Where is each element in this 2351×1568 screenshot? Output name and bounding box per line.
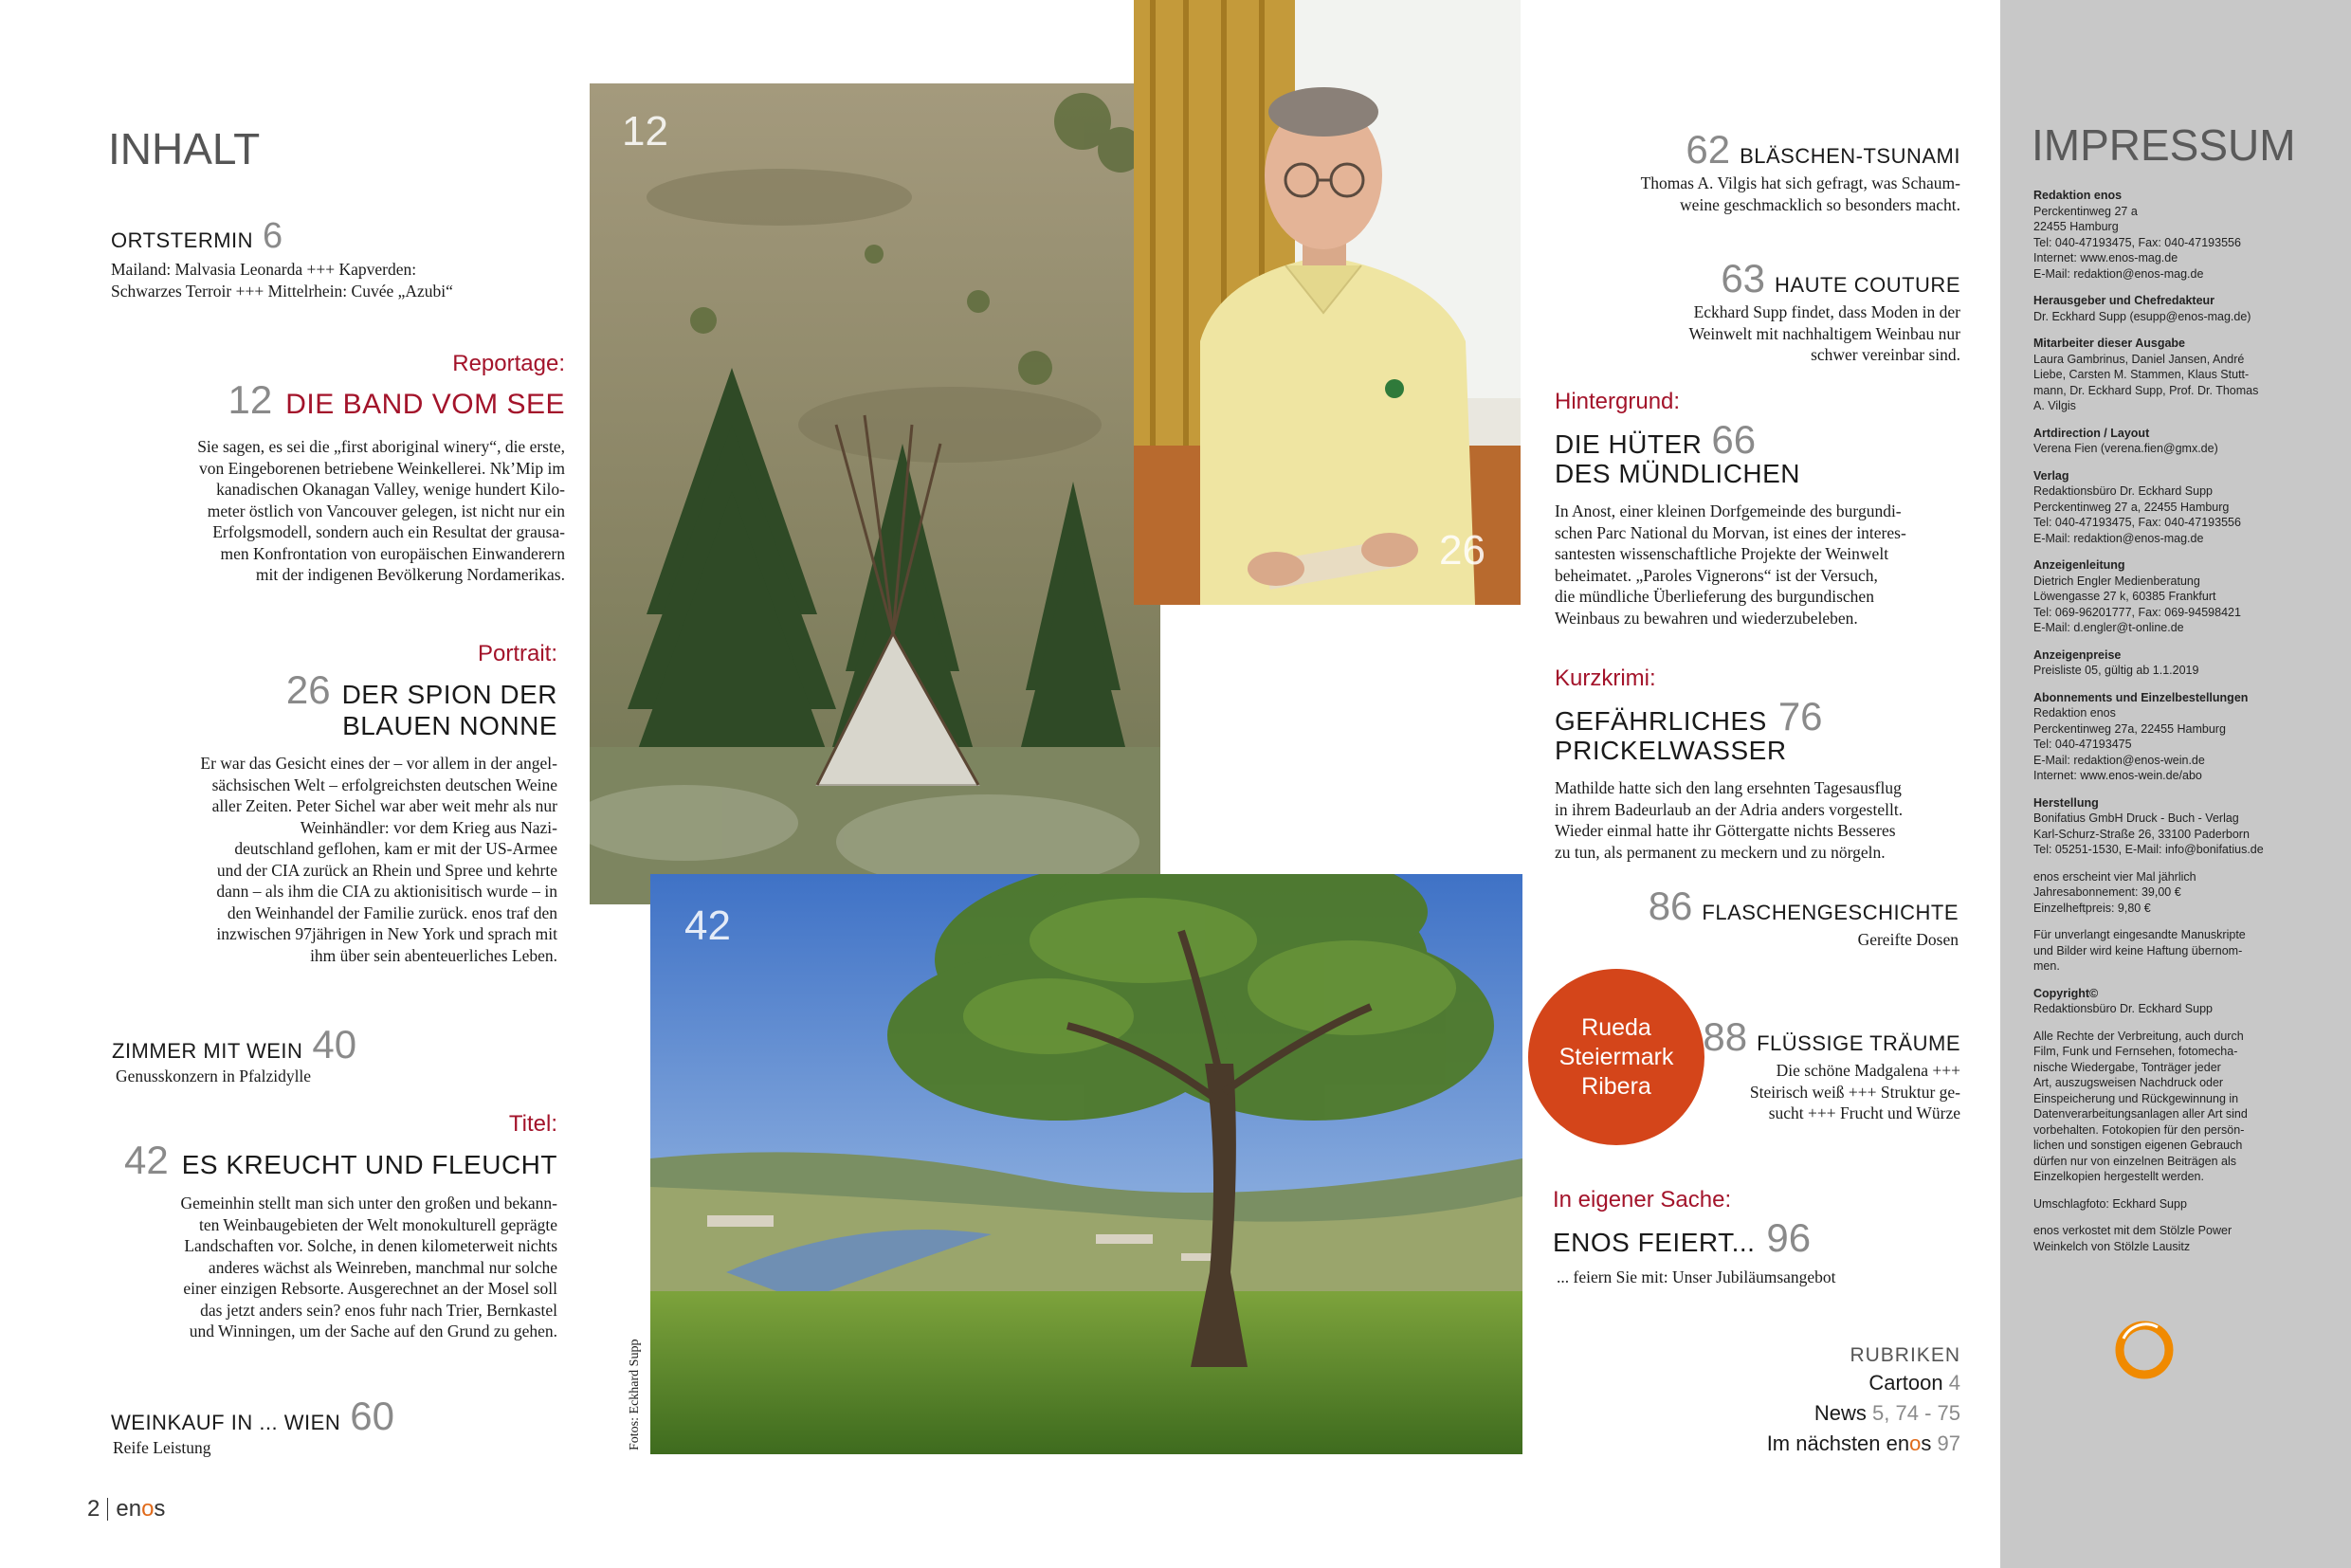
- fluessig-page: 88: [1703, 1014, 1748, 1059]
- impressum-line: Redaktionsbüro Dr. Eckhard Supp: [2033, 1002, 2213, 1015]
- weinkauf-title: WEINKAUF IN ... WIEN: [111, 1411, 341, 1434]
- badge-line-1: Rueda: [1581, 1013, 1651, 1041]
- weinkauf-entry[interactable]: [111, 1394, 566, 1459]
- impressum-line: mann, Dr. Eckhard Supp, Prof. Dr. Thomas: [2033, 383, 2259, 397]
- impressum-line: Tel: 05251-1530, E-Mail: info@bonifatius.de: [2033, 843, 2264, 856]
- reportage-label: Reportage:: [452, 351, 565, 376]
- photo-credit: Fotos: Eckhard Supp: [628, 1339, 642, 1450]
- hintergrund-label: Hintergrund:: [1555, 389, 1681, 414]
- blaeschen-page: 62: [1686, 127, 1731, 172]
- haute-page: 63: [1721, 256, 1766, 301]
- portrait-photo: [1134, 0, 1521, 605]
- impressum-block: [2033, 927, 2289, 975]
- impressum-block-heading: Redaktion enos: [2033, 189, 2123, 202]
- eigener-label: In eigener Sache:: [1553, 1187, 1732, 1212]
- teepee-photo: [590, 83, 1160, 904]
- flaschen-text: Gereifte Dosen: [1857, 930, 1959, 949]
- eigener-page: 96: [1766, 1215, 1812, 1260]
- impressum-line: Perckentinweg 27 a: [2033, 204, 2138, 218]
- mosel-page-number: 42: [684, 903, 731, 949]
- impressum-line: E-Mail: redaktion@enos-mag.de: [2033, 266, 2204, 281]
- impressum-block-heading: Copyright©: [2033, 986, 2099, 1000]
- portrait-text: Er war das Gesicht eines der – vor allem in der angel- sächsischen Welt – erfolgreichsten deutschen Weine aller Zeiten. Peter Sichel war aber weit mehr als nur Weinhändler: vor dem Krieg aus Nazi- deutschland geflohen, kam er mit der US-Armee und der CIA zurück an Rhein und Spree und kehrte dann – als ihm die CIA zu aktionisitisch wurde – in den Weinhandel der Familie zurück. enos traf den inzwischen 97jährigen in New York und sprach mit ihm über sein abenteuerliches Leben.: [200, 754, 557, 965]
- impressum-block-heading: Herausgeber und Chefredakteur: [2033, 294, 2215, 307]
- blaeschen-title: BLÄSCHEN-TSUNAMI: [1740, 144, 1960, 168]
- impressum-line: A. Vilgis: [2033, 399, 2076, 412]
- impressum-line: Tel: 040-47193475, Fax: 040-47193556: [2033, 235, 2241, 249]
- rubriken-news[interactable]: News 5, 74 - 75: [1813, 1401, 1960, 1425]
- impressum-block-heading: Verlag: [2033, 468, 2069, 483]
- portrait-entry[interactable]: [104, 641, 557, 966]
- impressum-line: Perckentinweg 27a, 22455 Hamburg: [2033, 721, 2226, 736]
- portrait-page-number: 26: [1439, 527, 1485, 574]
- impressum-line: Film, Funk und Fernsehen, fotomecha-: [2033, 1045, 2238, 1058]
- portrait-page: 26: [285, 667, 331, 712]
- impressum-line: E-Mail: redaktion@enos-mag.de: [2033, 531, 2204, 545]
- impressum-block: [2033, 468, 2289, 547]
- hintergrund-entry[interactable]: [1555, 389, 1960, 629]
- reportage-page: 12: [228, 377, 273, 422]
- impressum-block: [2033, 426, 2289, 457]
- fluessig-title: FLÜSSIGE TRÄUME: [1757, 1031, 1960, 1055]
- impressum-line: Verena Fien (verena.fien@gmx.de): [2033, 442, 2218, 455]
- impressum-block: [2033, 1223, 2289, 1254]
- eigener-title: ENOS FEIERT...: [1553, 1228, 1756, 1257]
- eigener-text: ... feiern Sie mit: Unser Jubiläumsangebot: [1557, 1267, 1836, 1286]
- haute-title: HAUTE COUTURE: [1775, 273, 1960, 297]
- titel-entry[interactable]: [104, 1111, 557, 1342]
- kurzkrimi-page: 76: [1777, 694, 1823, 738]
- weinkauf-text: Reife Leistung: [113, 1438, 211, 1457]
- haute-entry[interactable]: [1517, 256, 1960, 366]
- impressum-block: [2033, 557, 2289, 636]
- impressum-block-heading: Mitarbeiter dieser Ausgabe: [2033, 337, 2186, 350]
- blaeschen-text: Thomas A. Vilgis hat sich gefragt, was Schaum- weine geschmacklich so besonders macht.: [1640, 173, 1960, 214]
- impressum-block: [2033, 1196, 2289, 1212]
- impressum-line: Weinkelch von Stölzle Lausitz: [2033, 1239, 2191, 1253]
- impressum-block-heading: Anzeigenpreise: [2033, 647, 2122, 662]
- impressum-line: Redaktion enos: [2033, 706, 2116, 720]
- impressum-line: Internet: www.enos-wein.de/abo: [2033, 769, 2202, 782]
- impressum-line: und Bilder wird keine Haftung übernom-: [2033, 943, 2243, 957]
- footer: [87, 1496, 165, 1522]
- impressum-line: Tel: 040-47193475, Fax: 040-47193556: [2033, 516, 2241, 529]
- flaschen-page: 86: [1648, 884, 1693, 928]
- portrait-title-1: DER SPION DER: [341, 680, 557, 709]
- ortstermin-text: Mailand: Malvasia Leonarda +++ Kapverden: Schwarzes Terroir +++ Mittelrhein: Cuvée „Azubi“: [111, 260, 453, 301]
- impressum-line: Datenverarbeitungsanlagen aller Art sind: [2033, 1107, 2248, 1121]
- impressum-block-heading: Herstellung: [2033, 795, 2099, 810]
- impressum-line: Umschlagfoto: Eckhard Supp: [2033, 1196, 2187, 1211]
- teepee-page-number: 12: [622, 108, 668, 155]
- impressum-block: [2033, 795, 2289, 858]
- titel-page: 42: [123, 1138, 169, 1182]
- reportage-title: DIE BAND VOM SEE: [285, 389, 565, 420]
- kurzkrimi-text: Mathilde hatte sich den lang ersehnten Tagesausflug in ihrem Badeurlaub an der Adria anders vorgestellt. Wieder einmal hatte ihr Göttergatte nichts Besseres zu tun, als permanent zu meckern und zu nörgeln.: [1555, 778, 1904, 862]
- hintergrund-title-2: DES MÜNDLICHEN: [1555, 459, 1801, 488]
- impressum-block: [2033, 986, 2289, 1017]
- mosel-photo-illustration: [650, 874, 1522, 1454]
- impressum-line: enos erscheint vier Mal jährlich: [2033, 869, 2196, 884]
- impressum-block-heading: Anzeigenleitung: [2033, 558, 2125, 572]
- impressum-block: [2033, 869, 2289, 917]
- hintergrund-page: 66: [1711, 417, 1757, 462]
- reportage-entry[interactable]: [104, 351, 565, 586]
- reportage-text: Sie sagen, es sei die „first aboriginal winery“, die erste, von Eingeborenen betriebene Weinkellerei. Nk’Mip im kanadischen Okanagan Valley, wenige hundert Kilo- meter östlich von Vancouver gelegen, ist nicht nur ein Erfolgsmodell, sondern auch ein Resultat der grausa- men Konfrontation von europäischen Einwanderern mit der indigenen Bevölkerung Nordamerikas.: [197, 437, 565, 584]
- fluessig-entry[interactable]: [1687, 1014, 1960, 1124]
- portrait-label: Portrait:: [477, 641, 557, 666]
- impressum-line: Internet: www.enos-mag.de: [2033, 251, 2178, 264]
- regions-badge[interactable]: [1528, 969, 1704, 1145]
- zimmer-entry[interactable]: [112, 1022, 567, 1087]
- inhalt-heading: INHALT: [108, 124, 261, 173]
- weinkauf-page: 60: [350, 1394, 394, 1438]
- eigener-entry[interactable]: [1553, 1187, 1970, 1288]
- ortstermin-entry[interactable]: [111, 216, 585, 301]
- impressum-line: enos verkostet mit dem Stölzle Power: [2033, 1224, 2233, 1237]
- portrait-photo-illustration: [1134, 0, 1521, 605]
- impressum-line: Redaktionsbüro Dr. Eckhard Supp: [2033, 484, 2213, 498]
- flaschen-title: FLASCHENGESCHICHTE: [1702, 901, 1959, 924]
- impressum-line: dürfen nur von einzelnen Beiträgen als: [2033, 1154, 2237, 1168]
- impressum-line: Perckentinweg 27 a, 22455 Hamburg: [2033, 500, 2230, 514]
- impressum-line: Alle Rechte der Verbreitung, auch durch: [2033, 1029, 2244, 1043]
- hintergrund-title-1: DIE HÜTER: [1555, 429, 1703, 459]
- impressum-line: nische Wiedergabe, Tonträger jeder: [2033, 1060, 2221, 1074]
- teepee-photo-illustration: [590, 83, 1160, 904]
- titel-text: Gemeinhin stellt man sich unter den großen und bekann- ten Weinbaugebieten der Welt monokulturell geprägte Landschaften vor. Solche, in denen kilometerweit nichts anderes wächst als Weinreben, manchmal nur solche einer einzigen Rebsorte. Ausgerechnet an der Mosel soll das jetzt anders sein? enos fuhr nach Trier, Bernkastel und Winningen, um der Sache auf den Grund zu gehen.: [180, 1194, 557, 1340]
- impressum-line: Karl-Schurz-Straße 26, 33100 Paderborn: [2033, 827, 2250, 841]
- hintergrund-text: In Anost, einer kleinen Dorfgemeinde des burgundi- schen Parc National du Morvan, ist eines der interes- santesten wissenschaftliche Projekte der Weinwelt beheimatet. „Paroles Vignerons“ ist der Versuch, die mündliche Überlieferung des burgundischen Weinbaus zu bewahren und wiederzubeleben.: [1555, 501, 1906, 628]
- impressum-line: Art, auszugsweisen Nachdruck oder: [2033, 1076, 2224, 1089]
- kurzkrimi-title-1: GEFÄHRLICHES: [1555, 706, 1767, 736]
- impressum-line: Jahresabonnement: 39,00 €: [2033, 885, 2181, 899]
- impressum-line: Tel: 069-96201777, Fax: 069-94598421: [2033, 605, 2241, 619]
- impressum-line: Tel: 040-47193475: [2033, 738, 2132, 751]
- kurzkrimi-title-2: PRICKELWASSER: [1555, 736, 1787, 765]
- impressum-line: vorbehalten. Fotokopien für den persön-: [2033, 1122, 2245, 1137]
- portrait-title-2: BLAUEN NONNE: [342, 711, 557, 740]
- impressum-line: Bonifatius GmbH Druck - Buch - Verlag: [2033, 811, 2239, 825]
- impressum-block-heading: Artdirection / Layout: [2033, 426, 2150, 440]
- impressum-line: Einzelkopien hergestellt werden.: [2033, 1170, 2204, 1183]
- badge-line-2: Steiermark: [1558, 1043, 1674, 1070]
- impressum-line: Einspeicherung und Rückgewinnung in: [2033, 1091, 2239, 1105]
- impressum-line: 22455 Hamburg: [2033, 220, 2119, 233]
- fluessig-text: Die schöne Madgalena +++ Steirisch weiß +++ Struktur ge- sucht +++ Frucht und Würze: [1749, 1061, 1960, 1122]
- impressum-block: [2033, 188, 2289, 282]
- impressum-heading: IMPRESSUM: [2032, 120, 2296, 170]
- impressum-line: E-Mail: redaktion@enos-wein.de: [2033, 753, 2205, 767]
- titel-label: Titel:: [508, 1111, 557, 1137]
- rubriken-heading: RUBRIKEN: [1850, 1344, 1960, 1366]
- impressum-body: [2033, 188, 2289, 1266]
- impressum-line: Für unverlangt eingesandte Manuskripte: [2033, 928, 2246, 941]
- ortstermin-page: 6: [263, 216, 283, 256]
- impressum-line: lichen und sonstigen eigenen Gebrauch: [2033, 1139, 2243, 1152]
- ortstermin-title: ORTSTERMIN: [111, 228, 254, 252]
- footer-brand: enos: [116, 1496, 166, 1522]
- rubriken-cartoon[interactable]: Cartoon 4: [1868, 1371, 1960, 1395]
- impressum-block: [2033, 336, 2289, 414]
- impressum-line: Laura Gambrinus, Daniel Jansen, André: [2033, 352, 2245, 366]
- rubriken-next[interactable]: Im nächsten enos 97: [1766, 1431, 1960, 1455]
- impressum-line: Einzelheftpreis: 9,80 €: [2033, 901, 2151, 915]
- impressum-line: E-Mail: d.engler@t-online.de: [2033, 621, 2184, 634]
- footer-divider: [107, 1498, 108, 1521]
- impressum-line: Löwengasse 27 k, 60385 Frankfurt: [2033, 590, 2216, 603]
- rubriken: [1612, 1344, 1960, 1456]
- zimmer-text: Genusskonzern in Pfalzidylle: [116, 1067, 312, 1085]
- zimmer-page: 40: [312, 1022, 357, 1067]
- kurzkrimi-label: Kurzkrimi:: [1555, 665, 1656, 691]
- mosel-photo: [650, 874, 1522, 1454]
- impressum-line: Dietrich Engler Medienberatung: [2033, 574, 2200, 588]
- impressum-block: [2033, 690, 2289, 784]
- blaeschen-entry[interactable]: [1517, 127, 1960, 215]
- haute-text: Eckhard Supp findet, dass Moden in der Weinwelt mit nachhaltigem Weinbau nur schwer vereinbar sind.: [1688, 302, 1960, 364]
- titel-title: ES KREUCHT UND FLEUCHT: [181, 1150, 557, 1179]
- enos-logo-icon: [2110, 1316, 2178, 1384]
- impressum-block-heading: Abonnements und Einzelbestellungen: [2033, 690, 2249, 704]
- impressum-line: men.: [2033, 959, 2060, 973]
- impressum-line: Liebe, Carsten M. Stammen, Klaus Stutt-: [2033, 368, 2250, 381]
- footer-page-number: 2: [87, 1496, 100, 1522]
- impressum-block: [2033, 293, 2289, 324]
- zimmer-title: ZIMMER MIT WEIN: [112, 1039, 303, 1063]
- flaschen-entry[interactable]: [1517, 884, 1959, 951]
- impressum-line: Dr. Eckhard Supp (esupp@enos-mag.de): [2033, 309, 2251, 323]
- impressum-block: [2033, 647, 2289, 679]
- impressum-block: [2033, 1029, 2289, 1185]
- badge-line-3: Ribera: [1581, 1072, 1651, 1100]
- kurzkrimi-entry[interactable]: [1555, 665, 1960, 863]
- impressum-line: Preisliste 05, gültig ab 1.1.2019: [2033, 664, 2199, 677]
